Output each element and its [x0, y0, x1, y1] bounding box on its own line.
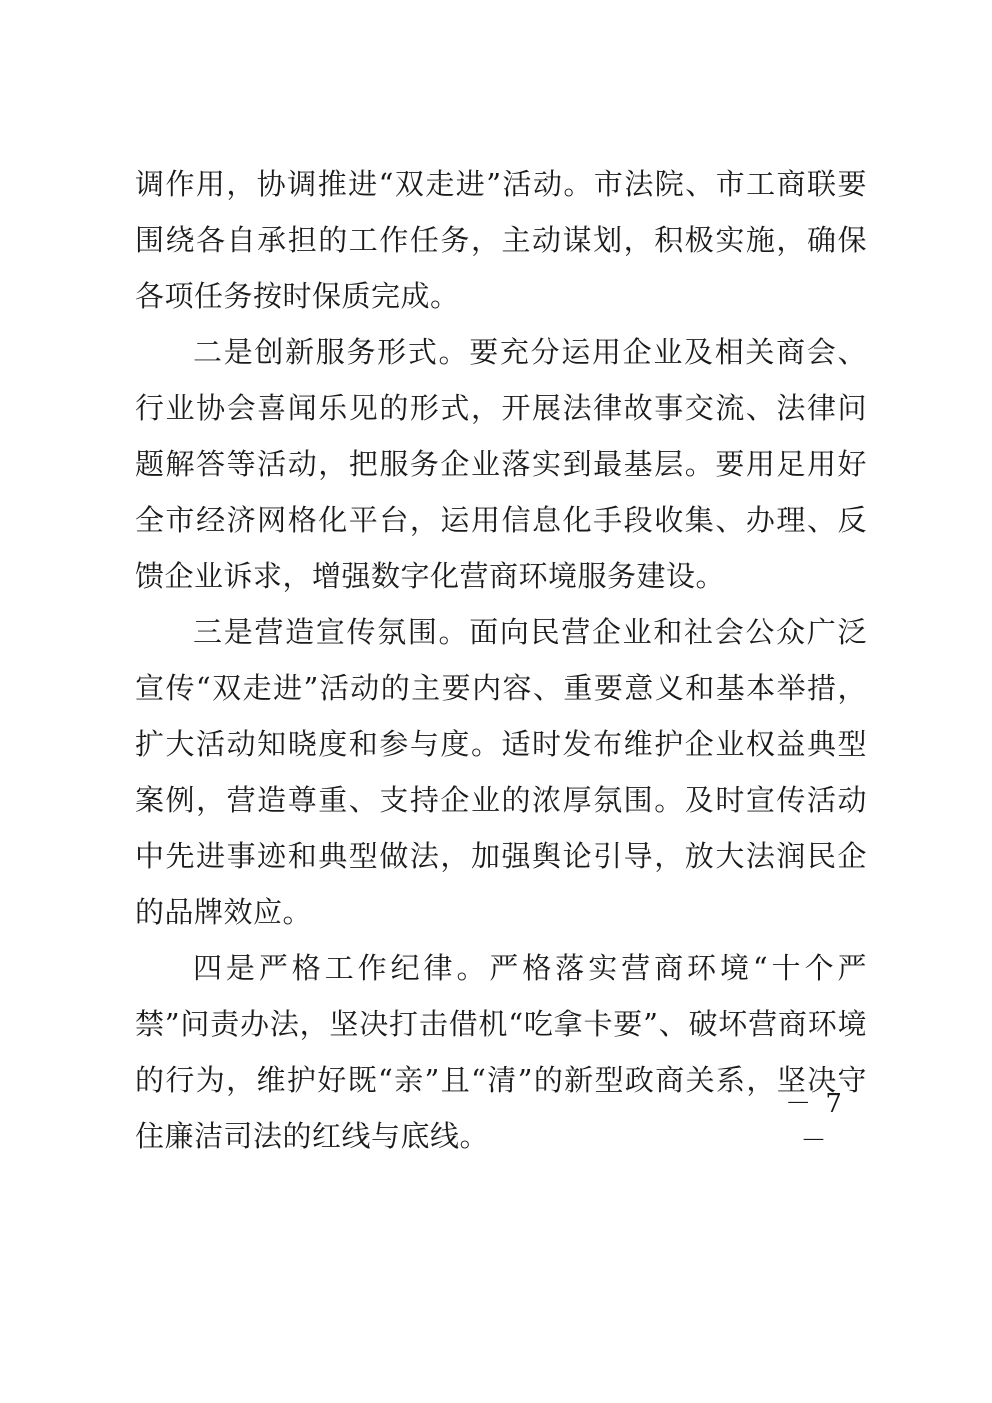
paragraph-publicity: 三是营造宣传氛围。面向民营企业和社会公众广泛宣传“双走进”活动的主要内容、重要意义和基本举措，扩大活动知晓度和参与度。适时发布维护企业权益典型案例，营造尊重、支持企业的浓厚氛围。及时宣传活动中先进事迹和典型做法，加强舆论引导，放大法润民企的品牌效应。: [135, 615, 867, 929]
paragraph-discipline: 四是严格工作纪律。严格落实营商环境“十个严禁”问责办法，坚决打击借机“吃拿卡要”、破坏营商环境的行为，维护好既“亲”且“清”的新型政商关系，坚决守住廉洁司法的红线与底线。: [135, 951, 867, 1153]
paragraph-continuation: 调作用，协调推进“双走进”活动。市法院、市工商联要围绕各自承担的工作任务，主动谋划，积极实施，确保各项任务按时保质完成。: [135, 167, 867, 313]
page-number: － 7 －: [785, 1089, 845, 1156]
paragraph-innovate-service: 二是创新服务形式。要充分运用企业及相关商会、行业协会喜闻乐见的形式，开展法律故事交流、法律问题解答等活动，把服务企业落实到最基层。要用足用好全市经济网格化平台，运用信息化手段收集、办理、反馈企业诉求，增强数字化营商环境服务建设。: [135, 335, 867, 593]
body-text: [135, 156, 867, 1164]
